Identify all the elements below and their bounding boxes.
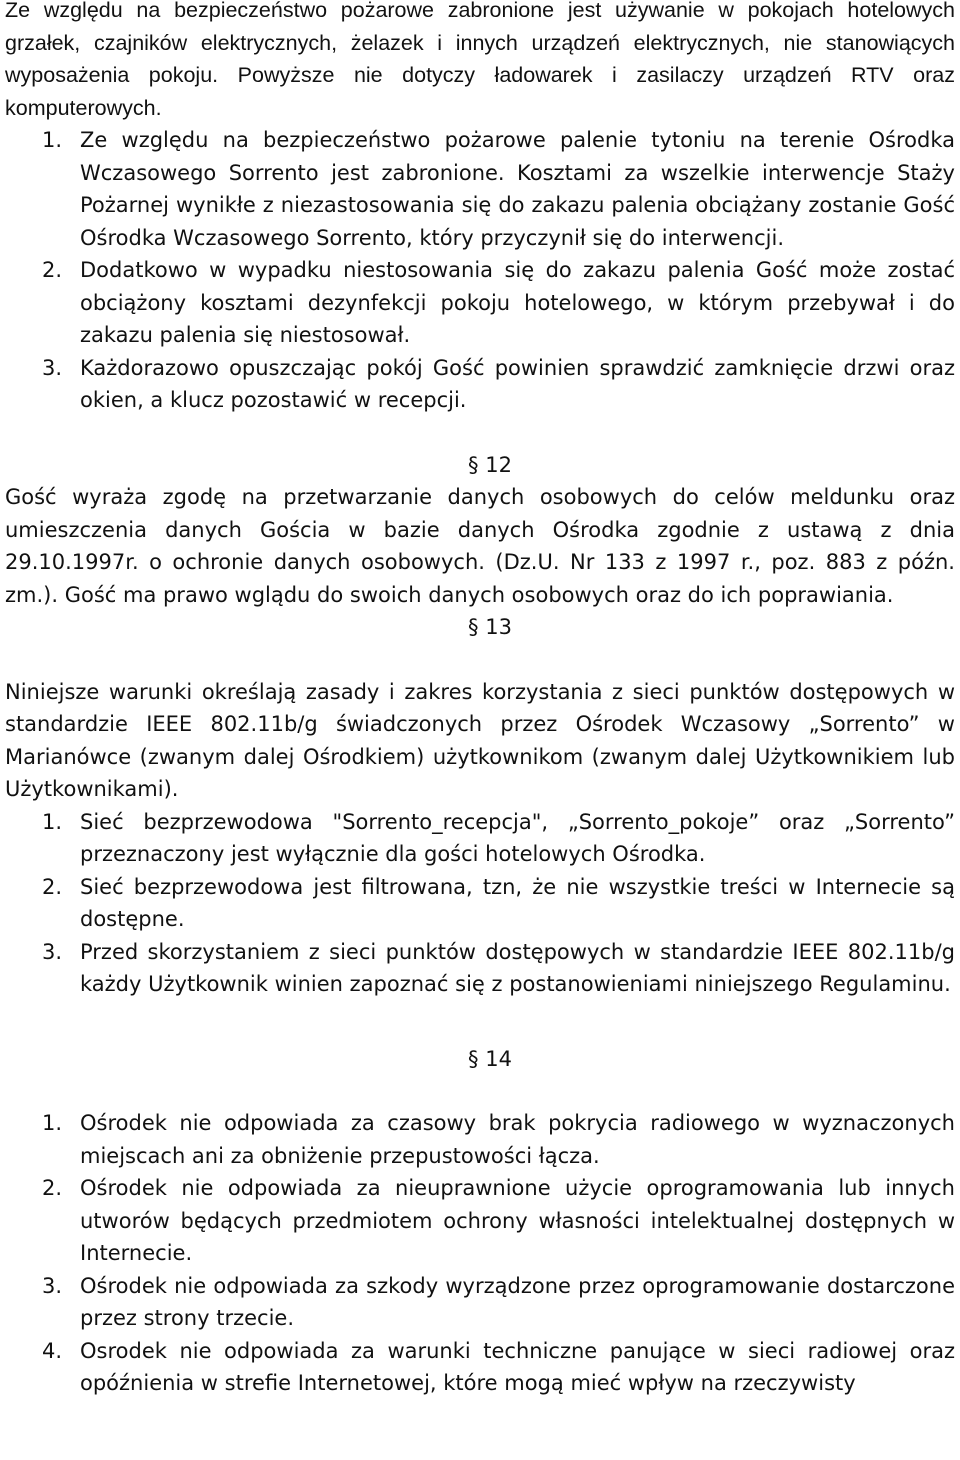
list-number: 2. <box>42 258 63 282</box>
list-number: 2. <box>42 874 63 899</box>
list-text: Przed skorzystaniem z sieci punktów dostępowych w standardzie IEEE 802.11b/g każdy Użytkownik winien zapoznać się z postanowieniami niniejszego Regulaminu. <box>80 939 955 996</box>
list-text: Sieć bezprzewodowa "Sorrento_recepcja", „Sorrento_pokoje” oraz „Sorrento” przeznaczony jest wyłącznie dla gości hotelowych Ośrodka. <box>80 809 955 866</box>
list-number: 1. <box>42 128 63 152</box>
list-item <box>5 254 955 352</box>
list-text: Sieć bezprzewodowa jest filtrowana, tzn, że nie wszystkie treści w Internecie są dostępne. <box>80 874 955 931</box>
section-14-heading: § 14 <box>468 1046 512 1071</box>
smoking-rules-list <box>5 124 955 417</box>
list-item <box>5 124 955 254</box>
list-item <box>5 352 955 417</box>
section-13-heading: § 13 <box>468 615 512 639</box>
list-item <box>5 1172 955 1270</box>
list-item <box>5 1335 955 1400</box>
document-page <box>5 0 955 1400</box>
list-text: Ośrodek nie odpowiada za czasowy brak pokrycia radiowego w wyznaczonych miejscach ani za obniżenie przepustowości łącza. <box>80 1111 955 1168</box>
list-number: 3. <box>42 1273 63 1298</box>
liability-list <box>5 1107 955 1400</box>
list-text: Dodatkowo w wypadku niestosowania się do zakazu palenia Gość może zostać obciążony kosztami dezynfekcji pokoju hotelowego, w którym przebywał i do zakazu palenia się niestosował. <box>80 258 955 347</box>
list-item <box>5 1270 955 1335</box>
list-number: 3. <box>42 355 63 380</box>
section-13-text: Niniejsze warunki określają zasady i zakres korzystania z sieci punktów dostępowych w standardzie IEEE 802.11b/g świadczonych przez Ośrodek Wczasowy „Sorrento” w Marianówce (zwanym dalej Ośrodkiem) użytkownikom (zwanym dalej Użytkownikiem lub Użytkownikami). <box>5 679 955 801</box>
list-number: 1. <box>42 809 63 834</box>
list-item <box>5 1107 955 1172</box>
intro-paragraph: Ze względu na bezpieczeństwo pożarowe zabronione jest używanie w pokojach hotelowych grzałek, czajników elektrycznych, żelazek i innych urządzeń elektrycznych, nie stanowiących wyposażenia pokoju. Powyższe nie dotyczy ładowarek i zasilaczy urządzeń RTV oraz komputerowych. <box>5 0 955 120</box>
wifi-rules-list <box>5 806 955 1001</box>
list-text: Każdorazowo opuszczając pokój Gość powinien sprawdzić zamknięcie drzwi oraz okien, a klucz pozostawić w recepcji. <box>80 355 955 412</box>
list-item <box>5 871 955 936</box>
list-number: 3. <box>42 939 63 964</box>
list-number: 2. <box>42 1176 63 1200</box>
list-number: 1. <box>42 1111 63 1135</box>
list-text: Ośrodek nie odpowiada za szkody wyrządzone przez oprogramowanie dostarczone przez strony trzecie. <box>80 1273 955 1330</box>
list-text: Osrodek nie odpowiada za warunki techniczne panujące w sieci radiowej oraz opóźnienia w strefie Internetowej, które mogą mieć wpływ na rzeczywisty <box>80 1338 955 1395</box>
list-text: Ośrodek nie odpowiada za nieuprawnione użycie oprogramowania lub innych utworów będących przedmiotem ochrony własności intelektualnej dostępnych w Internecie. <box>80 1176 955 1265</box>
list-number: 4. <box>42 1338 63 1363</box>
list-text: Ze względu na bezpieczeństwo pożarowe palenie tytoniu na terenie Ośrodka Wczasowego Sorrento jest zabronione. Kosztami za wszelkie interwencje Staży Pożarnej wynikłe z niezastosowania się do zakazu palenia obciążany zostanie Gość Ośrodka Wczasowego Sorrento, który przyczynił się do interwencji. <box>80 128 955 250</box>
section-12-heading: § 12 <box>468 452 512 477</box>
list-item <box>5 936 955 1001</box>
list-item <box>5 806 955 871</box>
section-12-text: Gość wyraża zgodę na przetwarzanie danych osobowych do celów meldunku oraz umieszczenia danych Gościa w bazie danych Ośrodka zgodnie z ustawą z dnia 29.10.1997r. o ochronie danych osobowych. (Dz.U. Nr 133 z 1997 r., poz. 883 z późn. zm.). Gość ma prawo wglądu do swoich danych osobowych oraz do ich poprawiania. <box>5 485 955 607</box>
